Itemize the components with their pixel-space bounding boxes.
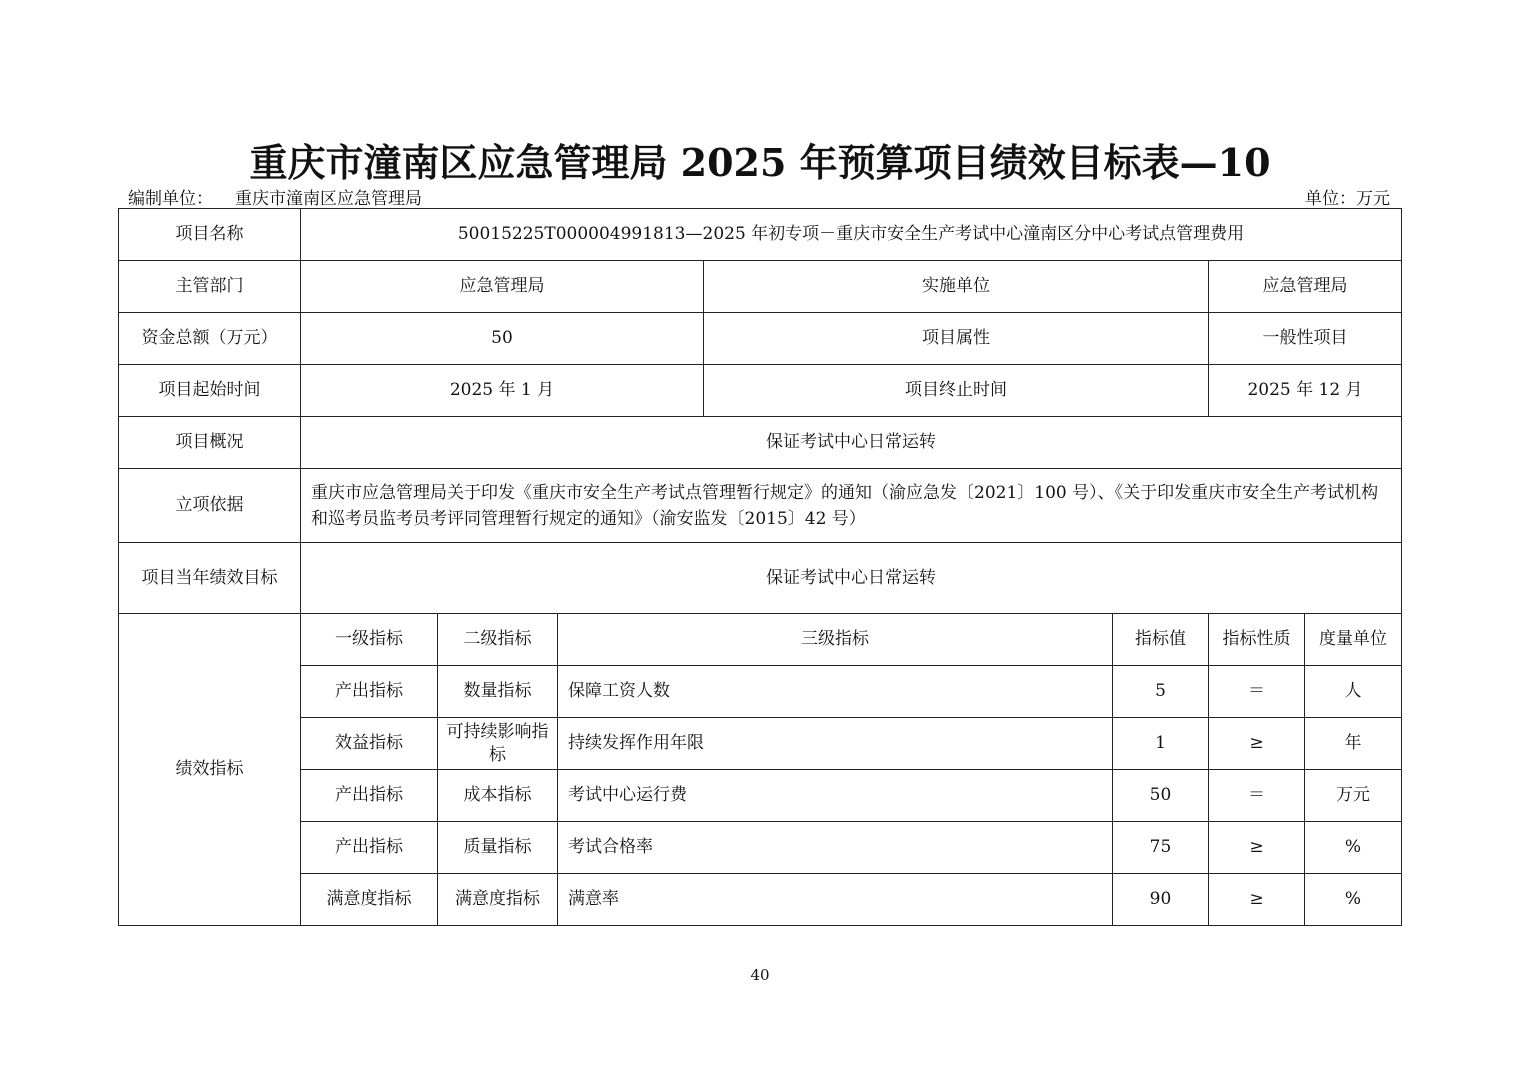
end-label: 项目终止时间: [704, 365, 1209, 417]
indicator-level2: 质量指标: [438, 822, 558, 874]
table-row: [119, 718, 1402, 770]
indicator-level3: 持续发挥作用年限: [558, 718, 1113, 770]
indicator-level2: 数量指标: [438, 666, 558, 718]
row-dates: [119, 365, 1402, 417]
prepared-by-label: 编制单位：: [128, 189, 213, 209]
basis-label: 立项依据: [119, 469, 301, 543]
indicator-unit: %: [1305, 822, 1402, 874]
fund-label: 资金总额（万元）: [119, 313, 301, 365]
indicator-value: 90: [1113, 874, 1209, 926]
indicator-value: 5: [1113, 666, 1209, 718]
header-level3: 三级指标: [558, 614, 1113, 666]
indicator-value: 1: [1113, 718, 1209, 770]
prepared-by: [128, 184, 422, 209]
indicator-header-row: [119, 614, 1402, 666]
indicator-nature: ＝: [1209, 666, 1305, 718]
indicator-unit: %: [1305, 874, 1402, 926]
header-level1: 一级指标: [301, 614, 438, 666]
indicator-level2: 满意度指标: [438, 874, 558, 926]
indicator-level2: 成本指标: [438, 770, 558, 822]
start-value: 2025 年 1 月: [301, 365, 704, 417]
indicator-level1: 满意度指标: [301, 874, 438, 926]
document-title: 重庆市潼南区应急管理局 2025 年预算项目绩效目标表—10: [249, 140, 1271, 185]
fund-value: 50: [301, 313, 704, 365]
row-funding: [119, 313, 1402, 365]
header-unit: 度量单位: [1305, 614, 1402, 666]
indicator-level3: 考试合格率: [558, 822, 1113, 874]
dept-label: 主管部门: [119, 261, 301, 313]
attr-label: 项目属性: [704, 313, 1209, 365]
indicator-level2: 可持续影响指标: [438, 718, 558, 770]
table-row: [119, 666, 1402, 718]
project-name-label: 项目名称: [119, 209, 301, 261]
indicator-nature: ≥: [1209, 718, 1305, 770]
table-row: [119, 822, 1402, 874]
project-name-value: 50015225T000004991813—2025 年初专项－重庆市安全生产考试中心潼南区分中心考试点管理费用: [301, 209, 1402, 261]
indicator-unit: 年: [1305, 718, 1402, 770]
indicator-level1: 产出指标: [301, 666, 438, 718]
end-value: 2025 年 12 月: [1209, 365, 1402, 417]
row-department: [119, 261, 1402, 313]
indicator-level3: 考试中心运行费: [558, 770, 1113, 822]
currency-unit: 单位：万元: [1305, 189, 1390, 209]
indicator-nature: ≥: [1209, 822, 1305, 874]
impl-label: 实施单位: [704, 261, 1209, 313]
prepared-by-value: 重庆市潼南区应急管理局: [235, 189, 422, 209]
overview-label: 项目概况: [119, 417, 301, 469]
indicator-level1: 产出指标: [301, 822, 438, 874]
indicator-level1: 效益指标: [301, 718, 438, 770]
indicator-level1: 产出指标: [301, 770, 438, 822]
row-overview: [119, 417, 1402, 469]
indicator-nature: ≥: [1209, 874, 1305, 926]
dept-value: 应急管理局: [301, 261, 704, 313]
row-annual-goal: [119, 543, 1402, 614]
goal-value: 保证考试中心日常运转: [301, 543, 1402, 614]
impl-value: 应急管理局: [1209, 261, 1402, 313]
overview-value: 保证考试中心日常运转: [301, 417, 1402, 469]
indicator-value: 75: [1113, 822, 1209, 874]
indicator-unit: 人: [1305, 666, 1402, 718]
header-nature: 指标性质: [1209, 614, 1305, 666]
row-basis: [119, 469, 1402, 543]
indicator-level3: 满意率: [558, 874, 1113, 926]
attr-value: 一般性项目: [1209, 313, 1402, 365]
indicator-unit: 万元: [1305, 770, 1402, 822]
goal-label: 项目当年绩效目标: [119, 543, 301, 614]
row-project-name: [119, 209, 1402, 261]
table-row: [119, 770, 1402, 822]
indicator-level3: 保障工资人数: [558, 666, 1113, 718]
indicators-section-label: 绩效指标: [119, 614, 301, 926]
header-level2: 二级指标: [438, 614, 558, 666]
indicator-value: 50: [1113, 770, 1209, 822]
header-value: 指标值: [1113, 614, 1209, 666]
table-row: [119, 874, 1402, 926]
indicator-nature: ＝: [1209, 770, 1305, 822]
start-label: 项目起始时间: [119, 365, 301, 417]
page-number: 40: [750, 966, 770, 984]
basis-value: 重庆市应急管理局关于印发《重庆市安全生产考试点管理暂行规定》的通知（渝应急发〔2021〕100 号）、《关于印发重庆市安全生产考试机构和巡考员监考员考评同管理暂行规定的通知》（渝安监发〔2015〕42 号）: [301, 469, 1402, 543]
performance-target-table: [118, 208, 1402, 926]
